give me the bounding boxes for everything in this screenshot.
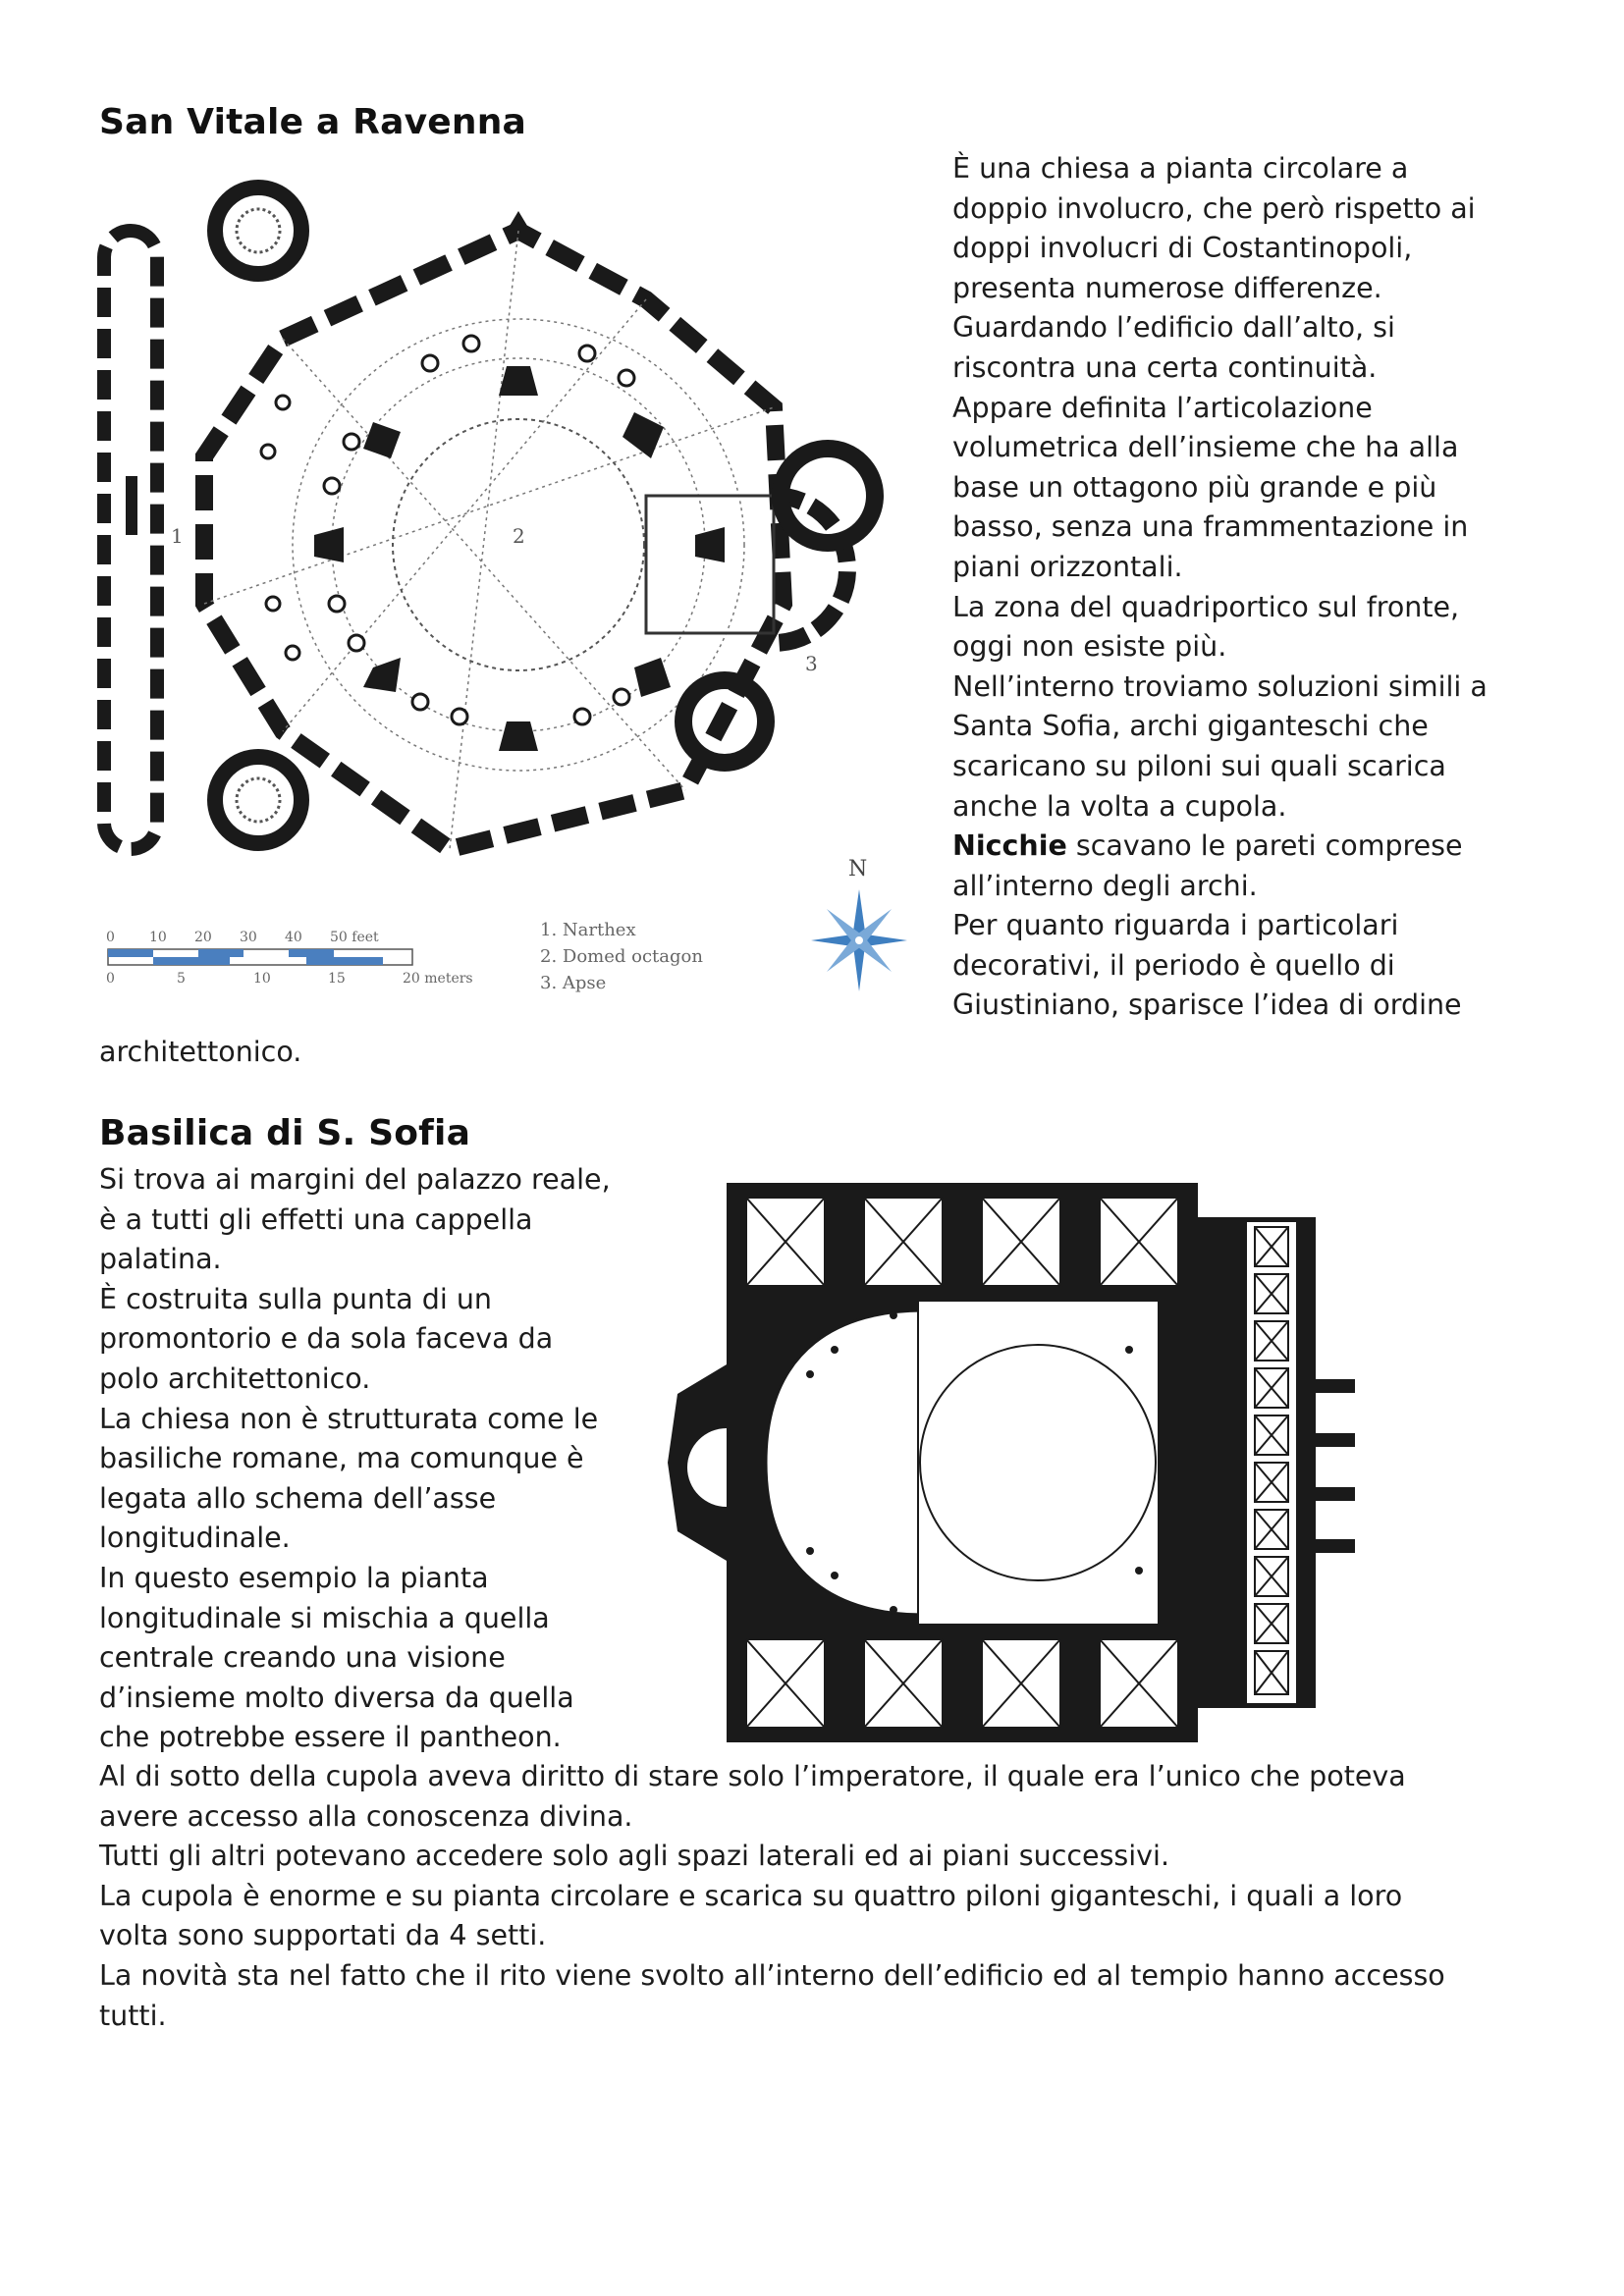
inner-piers <box>314 366 725 751</box>
scale-feet-10: 10 <box>149 930 167 945</box>
line: longitudinale. <box>99 1522 291 1555</box>
line: architettonico. <box>99 1036 302 1068</box>
line: volumetrica dell’insieme che ha alla <box>952 431 1459 464</box>
line: Appare definita l’articolazione <box>952 391 1373 424</box>
line: Per quanto riguarda i particolari <box>952 909 1399 942</box>
presbytery <box>646 496 774 633</box>
line: doppio involucro, che però rispetto ai <box>952 191 1476 225</box>
line: Tutti gli altri potevano accedere solo agli spazi laterali ed ai piani successivi. <box>99 1840 1170 1873</box>
line: tutti. <box>99 1999 167 2032</box>
line: Santa Sofia, archi giganteschi che <box>952 710 1429 743</box>
line: centrale creando una visione <box>99 1641 506 1675</box>
santa-sofia-conclusion <box>99 1757 1445 2036</box>
line: longitudinale si mischia a quella <box>99 1601 550 1634</box>
line: oggi non esiste più. <box>952 630 1227 664</box>
scale-bar <box>106 928 499 996</box>
section-title-santa-sofia: Basilica di S. Sofia <box>99 1113 471 1153</box>
line: La zona del quadriportico sul fronte, <box>952 590 1460 623</box>
line: avere accesso alla conoscenza divina. <box>99 1799 633 1833</box>
line: Guardando l’edificio dall’alto, si <box>952 311 1395 345</box>
line: È costruita sulla punta di un <box>99 1282 492 1315</box>
line: palatina. <box>99 1243 222 1276</box>
line: La chiesa non è strutturata come le <box>99 1402 599 1435</box>
plan-legend <box>540 918 756 996</box>
room-label-2: 2 <box>513 524 525 548</box>
scale-m-20: 20 meters <box>403 971 473 987</box>
line: anche la volta a cupola. <box>952 789 1287 823</box>
santa-sofia-floor-plan <box>668 1178 1542 1747</box>
line: all’interno degli archi. <box>952 869 1258 902</box>
scale-m-10: 10 <box>253 971 271 987</box>
niche-line <box>952 827 1488 867</box>
room-label-3: 3 <box>805 652 818 675</box>
line: Giustiniano, sparisce l’idea di ordine <box>952 988 1462 1022</box>
scale-feet-0: 0 <box>106 930 115 945</box>
san-vitale-description <box>952 149 1488 1026</box>
line: scaricano su piloni sui quali scarica <box>952 749 1446 782</box>
san-vitale-continuation <box>99 1033 301 1073</box>
line: In questo esempio la pianta <box>99 1561 489 1594</box>
line: base un ottagono più grande e più <box>952 470 1437 504</box>
line: riscontra una certa continuità. <box>952 350 1378 384</box>
line: promontorio e da sola faceva da <box>99 1322 554 1356</box>
compass-rose-icon <box>805 854 913 1001</box>
line: La novità sta nel fatto che il rito viene svolto all’interno dell’edificio ed al tempio hanno accesso <box>99 1958 1445 1992</box>
line: decorativi, il periodo è quello di <box>952 948 1395 982</box>
santa-sofia-description <box>99 1160 611 1758</box>
legend-narthex: 1. Narthex <box>540 920 636 940</box>
scale-m-15: 15 <box>328 971 346 987</box>
scale-feet-30: 30 <box>240 930 257 945</box>
line: d’insieme molto diversa da quella <box>99 1681 574 1714</box>
section-title-san-vitale: San Vitale a Ravenna <box>99 102 527 142</box>
legend-domed-octagon: 2. Domed octagon <box>540 946 703 967</box>
line: volta sono supportati da 4 setti. <box>99 1919 547 1952</box>
line: che potrebbe essere il pantheon. <box>99 1721 562 1754</box>
line: è a tutti gli effetti una cappella <box>99 1202 533 1236</box>
scale-feet-20: 20 <box>194 930 212 945</box>
legend-apse: 3. Apse <box>540 973 607 993</box>
stair-tower-north <box>215 187 301 274</box>
line: basso, senza una frammentazione in <box>952 510 1469 544</box>
niche-bold: Nicchie <box>952 829 1067 863</box>
compass-north-label: N <box>848 857 868 881</box>
scale-m-0: 0 <box>106 971 115 987</box>
line: polo architettonico. <box>99 1362 371 1395</box>
line: presenta numerose differenze. <box>952 271 1382 304</box>
scale-feet-50: 50 feet <box>330 930 379 945</box>
line: legata allo schema dell’asse <box>99 1481 497 1515</box>
scale-feet-40: 40 <box>285 930 302 945</box>
line: doppi involucri di Costantinopoli, <box>952 232 1413 265</box>
line: piani orizzontali. <box>952 550 1183 583</box>
vault-lines <box>204 231 774 849</box>
line: Al di sotto della cupola aveva diritto di stare solo l’imperatore, il quale era l’unico che poteva <box>99 1760 1406 1792</box>
line: Nell’interno troviamo soluzioni simili a <box>952 669 1488 703</box>
narthex-wall <box>104 231 157 849</box>
line: basiliche romane, ma comunque è <box>99 1442 584 1475</box>
room-label-1: 1 <box>171 524 184 548</box>
line: La cupola è enorme e su pianta circolare e scarica su quattro piloni giganteschi, i quali a loro <box>99 1879 1403 1912</box>
scale-m-5: 5 <box>177 971 186 987</box>
columns <box>261 336 634 724</box>
niche-rest: scavano le pareti comprese <box>1066 829 1463 863</box>
line: Si trova ai margini del palazzo reale, <box>99 1163 611 1196</box>
stair-tower-south <box>215 757 301 843</box>
line: È una chiesa a pianta circolare a <box>952 152 1409 185</box>
